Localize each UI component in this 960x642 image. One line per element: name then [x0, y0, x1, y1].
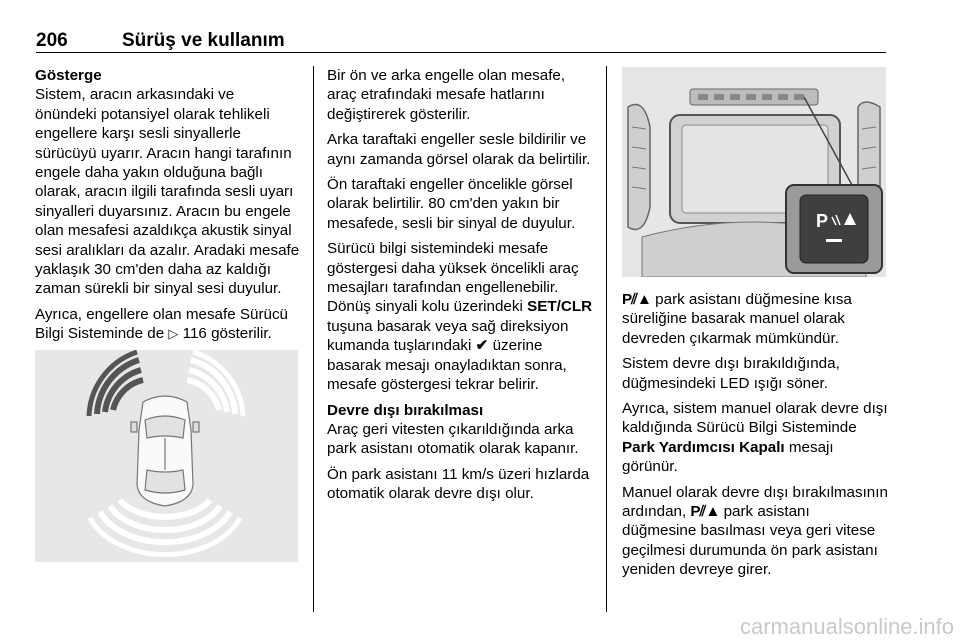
- page-header: [36, 30, 886, 53]
- column-3: [622, 290, 888, 586]
- paragraph: Sistem devre dışı bırakıldığında, düğmesindeki LED ışığı söner.: [622, 355, 840, 392]
- paragraph: Bir ön ve arka engelle olan mesafe, araç etrafındaki mesafe hatlarını değiştirerek gösterilir.: [327, 67, 566, 123]
- page-number: 206: [36, 30, 68, 51]
- checkmark-icon: ✔: [475, 337, 489, 355]
- park-assist-button-icon: P⫽▲: [622, 291, 651, 308]
- set-clr-key-label: SET/CLR: [527, 298, 593, 316]
- column-divider-2: [606, 66, 607, 612]
- page-reference-arrow-icon: ▷: [168, 326, 179, 342]
- page-reference-link[interactable]: 116: [182, 325, 207, 343]
- paragraph: Arka taraftaki engeller sesle bildirilir ve aynı zamanda görsel olarak da belirtilir.: [327, 131, 591, 168]
- paragraph: Ön park asistanı 11 km/s üzeri hızlarda otomatik olarak devre dışı olur.: [327, 465, 590, 503]
- park-assist-off-message: Park Yardımcısı Kapalı: [622, 438, 785, 456]
- paragraph: Ayrıca, engellere olan mesafe Sürücü Bilgi Sisteminde de ▷ 116 gösterilir.: [35, 305, 288, 343]
- svg-text:P: P: [816, 211, 829, 231]
- section-heading-display: Gösterge: [35, 67, 102, 84]
- paragraph: Ayrıca, sistem manuel olarak devre dışı kaldığında Sürücü Bilgi Sisteminde Park Yardımcısı Kapalı mesajı görünür.: [622, 400, 888, 476]
- paragraph: Araç geri vitesten çıkarıldığında arka park asistanı otomatik olarak kapanır.: [327, 420, 579, 458]
- park-assist-button-icon: P⫽▲: [690, 503, 720, 521]
- column-divider-1: [313, 66, 314, 612]
- paragraph: Manuel olarak devre dışı bırakılmasının ardından, P⫽▲ park asistanı düğmesine basılması veya geri vitese geçilmesi durumunda ön park asistanı yeniden devreye girer.: [622, 483, 888, 579]
- parking-sensor-diagram: [35, 350, 298, 562]
- paragraph: Sürücü bilgi sistemindeki mesafe göstergesi daha yüksek öncelikli araç mesajları tarafından engellenebilir. Dönüş sinyali kolu üzerindeki SET/CLR tuşuna basarak veya sağ direksiyon kumanda tuşlarındaki ✔ üzerine basarak mesajı onayladıktan sonra, mesafe göstergesi tekrar belirir.: [327, 240, 593, 394]
- section-heading-deactivation: Devre dışı bırakılması: [327, 401, 484, 419]
- column-1: [35, 66, 300, 350]
- paragraph: Sistem, aracın arkasındaki ve önündeki potansiyel olarak tehlikeli engellere karşı sesli sinyallerle sürücüyü uyarır. Aracın hangi tarafının engele daha yakın olduğuna bağlı olarak, aracın ilgili tarafında sesli uyarı sinyalleri duyarsınız. Aracın bu engele olan mesafesi azaldıkça akustik sinyal sesi aralıkları da azalır. Aradaki mesafe yaklaşık 30 cm'den daha az kaldığı zaman sürekli bir sinyal sesi duyulur.: [35, 86, 300, 298]
- column-2: [327, 66, 593, 510]
- paragraph: P⫽▲ park asistanı düğmesine kısa süreliğine basarak manuel olarak devreden çıkarmak mümkündür.: [622, 291, 852, 347]
- dashboard-park-assist-figure: [622, 67, 886, 277]
- watermark: carmanualsonline.info: [740, 614, 955, 639]
- paragraph: Ön taraftaki engeller öncelikle görsel olarak belirtilir. 80 cm'den yakın bir mesafede, sesli bir sinyal de duyulur.: [327, 176, 576, 232]
- chapter-title: Sürüş ve kullanım: [122, 30, 285, 51]
